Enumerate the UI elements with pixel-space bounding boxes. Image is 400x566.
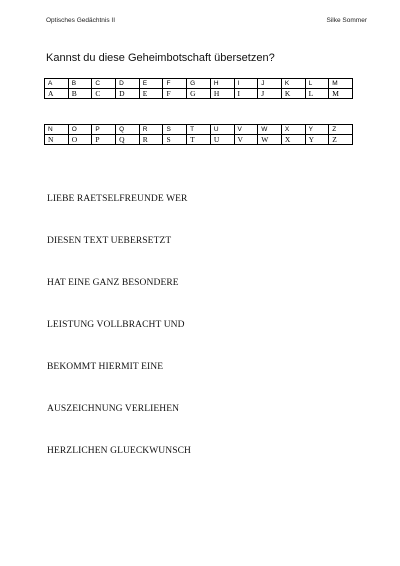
plain-cell: M	[329, 79, 353, 89]
message-line: BEKOMMT HIERMIT EINE	[47, 362, 164, 372]
plain-cell: T	[187, 125, 211, 135]
message-line: AUSZEICHNUNG VERLIEHEN	[47, 404, 180, 414]
coded-cell: E	[139, 89, 163, 99]
coded-cell: V	[234, 135, 258, 145]
plain-cell: K	[281, 79, 305, 89]
coded-cell: F	[163, 89, 187, 99]
plain-row	[45, 125, 353, 135]
coded-cell: S	[163, 135, 187, 145]
coded-cell: I	[234, 89, 258, 99]
coded-cell: A	[45, 89, 69, 99]
message-line: HAT EINE GANZ BESONDERE	[47, 278, 179, 288]
secret-message	[47, 193, 367, 487]
message-line: LEISTUNG VOLLBRACHT UND	[47, 320, 185, 330]
plain-cell: L	[305, 79, 329, 89]
cipher-table-a-m	[44, 78, 353, 99]
coded-cell: W	[258, 135, 282, 145]
coded-cell: R	[139, 135, 163, 145]
plain-cell: Y	[305, 125, 329, 135]
cipher-table-n-z	[44, 124, 353, 145]
coded-cell: L	[305, 89, 329, 99]
coded-cell: O	[68, 135, 92, 145]
message-line: LIEBE RAETSELFREUNDE WER	[47, 194, 188, 204]
plain-cell: W	[258, 125, 282, 135]
coded-cell: H	[210, 89, 234, 99]
plain-cell: F	[163, 79, 187, 89]
plain-cell: U	[210, 125, 234, 135]
header-left-text: Optisches Gedächtnis II	[46, 17, 116, 24]
header-right-text: Silke Sommer	[326, 17, 367, 24]
coded-cell: X	[281, 135, 305, 145]
plain-cell: X	[281, 125, 305, 135]
plain-cell: S	[163, 125, 187, 135]
coded-cell: P	[92, 135, 116, 145]
coded-cell: C	[92, 89, 116, 99]
page-title: Kannst du diese Geheimbotschaft übersetzen?	[46, 52, 275, 64]
plain-cell: H	[210, 79, 234, 89]
plain-cell: G	[187, 79, 211, 89]
coded-row	[45, 89, 353, 99]
plain-cell: E	[139, 79, 163, 89]
coded-cell: Z	[329, 135, 353, 145]
coded-cell: K	[281, 89, 305, 99]
plain-cell: B	[68, 79, 92, 89]
coded-cell: Y	[305, 135, 329, 145]
plain-row	[45, 79, 353, 89]
coded-cell: J	[258, 89, 282, 99]
coded-cell: G	[187, 89, 211, 99]
plain-cell: J	[258, 79, 282, 89]
plain-cell: Q	[116, 125, 140, 135]
coded-cell: T	[187, 135, 211, 145]
coded-cell: B	[68, 89, 92, 99]
plain-cell: O	[68, 125, 92, 135]
plain-cell: Z	[329, 125, 353, 135]
plain-cell: C	[92, 79, 116, 89]
plain-cell: A	[45, 79, 69, 89]
coded-cell: Q	[116, 135, 140, 145]
coded-row	[45, 135, 353, 145]
coded-cell: D	[116, 89, 140, 99]
coded-cell: M	[329, 89, 353, 99]
plain-cell: R	[139, 125, 163, 135]
coded-cell: N	[45, 135, 69, 145]
message-line: HERZLICHEN GLUECKWUNSCH	[47, 446, 191, 456]
plain-cell: D	[116, 79, 140, 89]
coded-cell: U	[210, 135, 234, 145]
plain-cell: P	[92, 125, 116, 135]
plain-cell: V	[234, 125, 258, 135]
message-line: DIESEN TEXT UEBERSETZT	[47, 236, 172, 246]
plain-cell: N	[45, 125, 69, 135]
plain-cell: I	[234, 79, 258, 89]
